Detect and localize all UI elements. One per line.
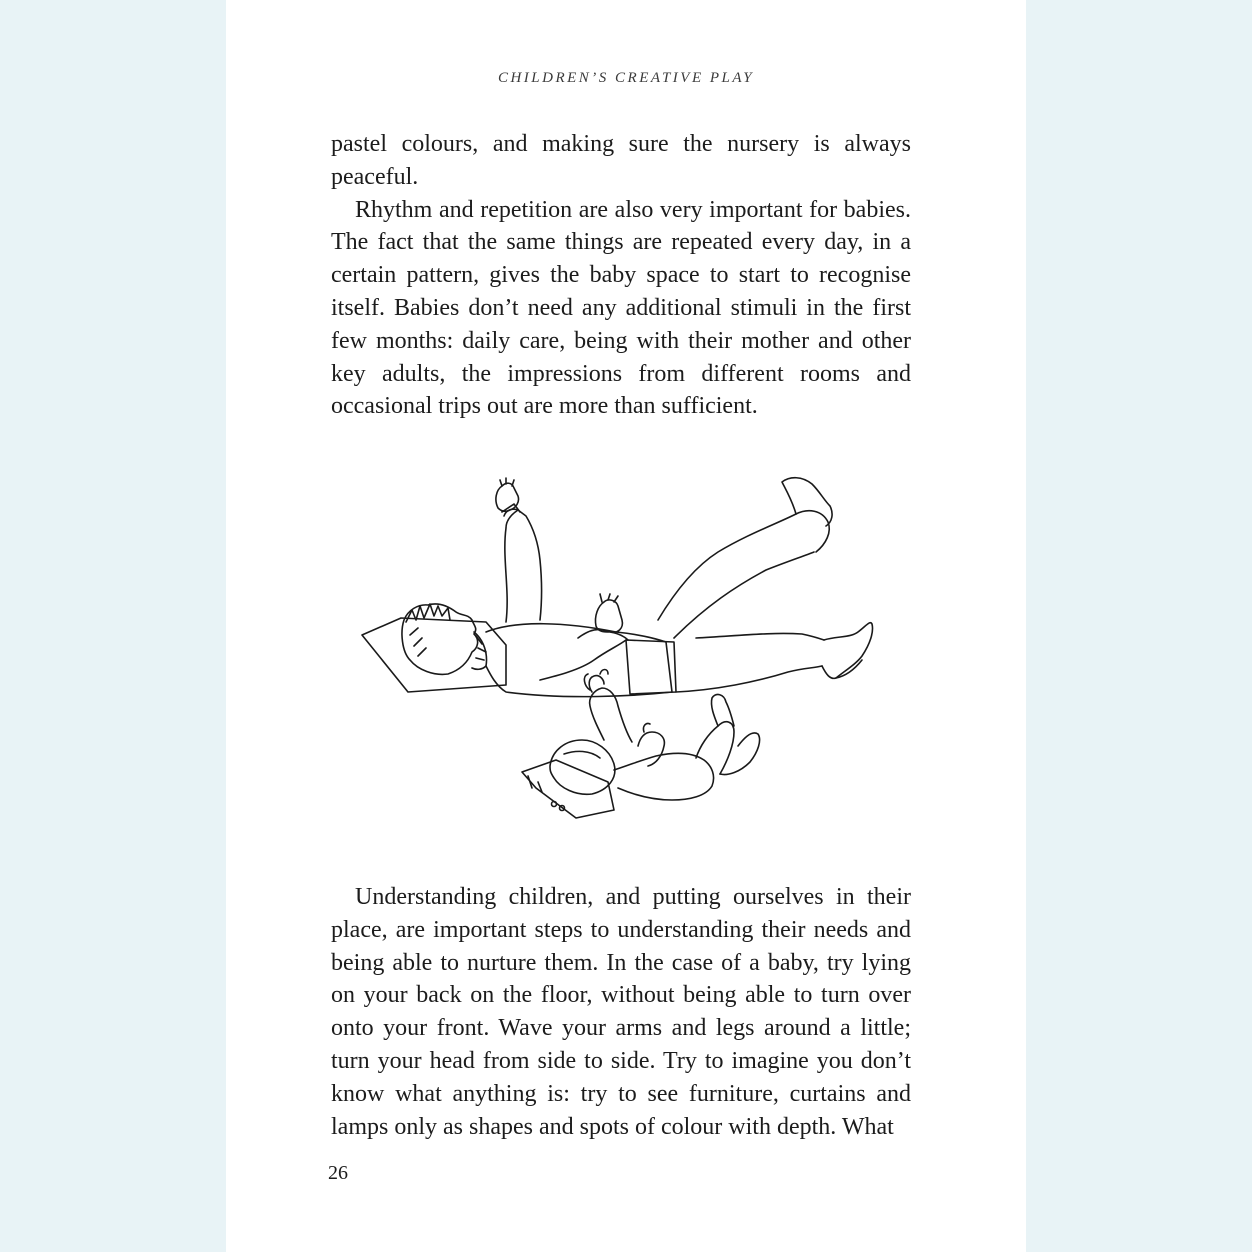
adult-raised-hand xyxy=(496,483,519,511)
adult-torso xyxy=(486,624,672,697)
paragraph: Understanding children, and putting ourselves in their place, are important steps to understanding their needs and being able to nurture them. In the case of a baby, try lying on your back on the floor, without being able to turn over onto your front. Wave your arms and legs around a little; turn your head from side to side. Try to imagine you don’t know what anything is: try to see furniture, curtains and lamps only as shapes and spots of colour with depth. What xyxy=(331,884,911,1140)
baby-head xyxy=(550,740,615,794)
adult-raised-arm xyxy=(505,510,542,622)
text-block-top xyxy=(331,128,911,423)
baby-leg xyxy=(696,722,734,774)
adult-foot-lower xyxy=(824,623,873,678)
adult-pillow xyxy=(362,618,506,692)
adult-and-baby-illustration xyxy=(356,470,876,830)
book-page xyxy=(226,0,1026,1252)
adult-foot-raised xyxy=(782,478,832,526)
baby-body xyxy=(614,753,714,800)
paragraph: Rhythm and repetition are also very important for babies. The fact that the same things are repeated every day, in a certain pattern, gives the baby space to start to recognise itself. Babies don’t need any additional stimuli in the first few months: daily care, being with their mother and other key adults, the impressions from different rooms and occasional trips out are more than sufficient. xyxy=(331,196,911,420)
paragraph: pastel colours, and making sure the nursery is always peaceful. xyxy=(331,131,911,190)
baby-hand-up xyxy=(584,670,608,691)
adult-other-arm xyxy=(540,640,626,680)
adult-leg-lower xyxy=(676,666,822,692)
baby-foot xyxy=(711,695,734,726)
adult-hand-resting xyxy=(595,600,622,632)
baby-pillow xyxy=(522,760,614,818)
text-block-bottom xyxy=(331,881,911,1143)
running-head: CHILDREN’S CREATIVE PLAY xyxy=(497,70,755,86)
page-number: 26 xyxy=(328,1162,348,1184)
